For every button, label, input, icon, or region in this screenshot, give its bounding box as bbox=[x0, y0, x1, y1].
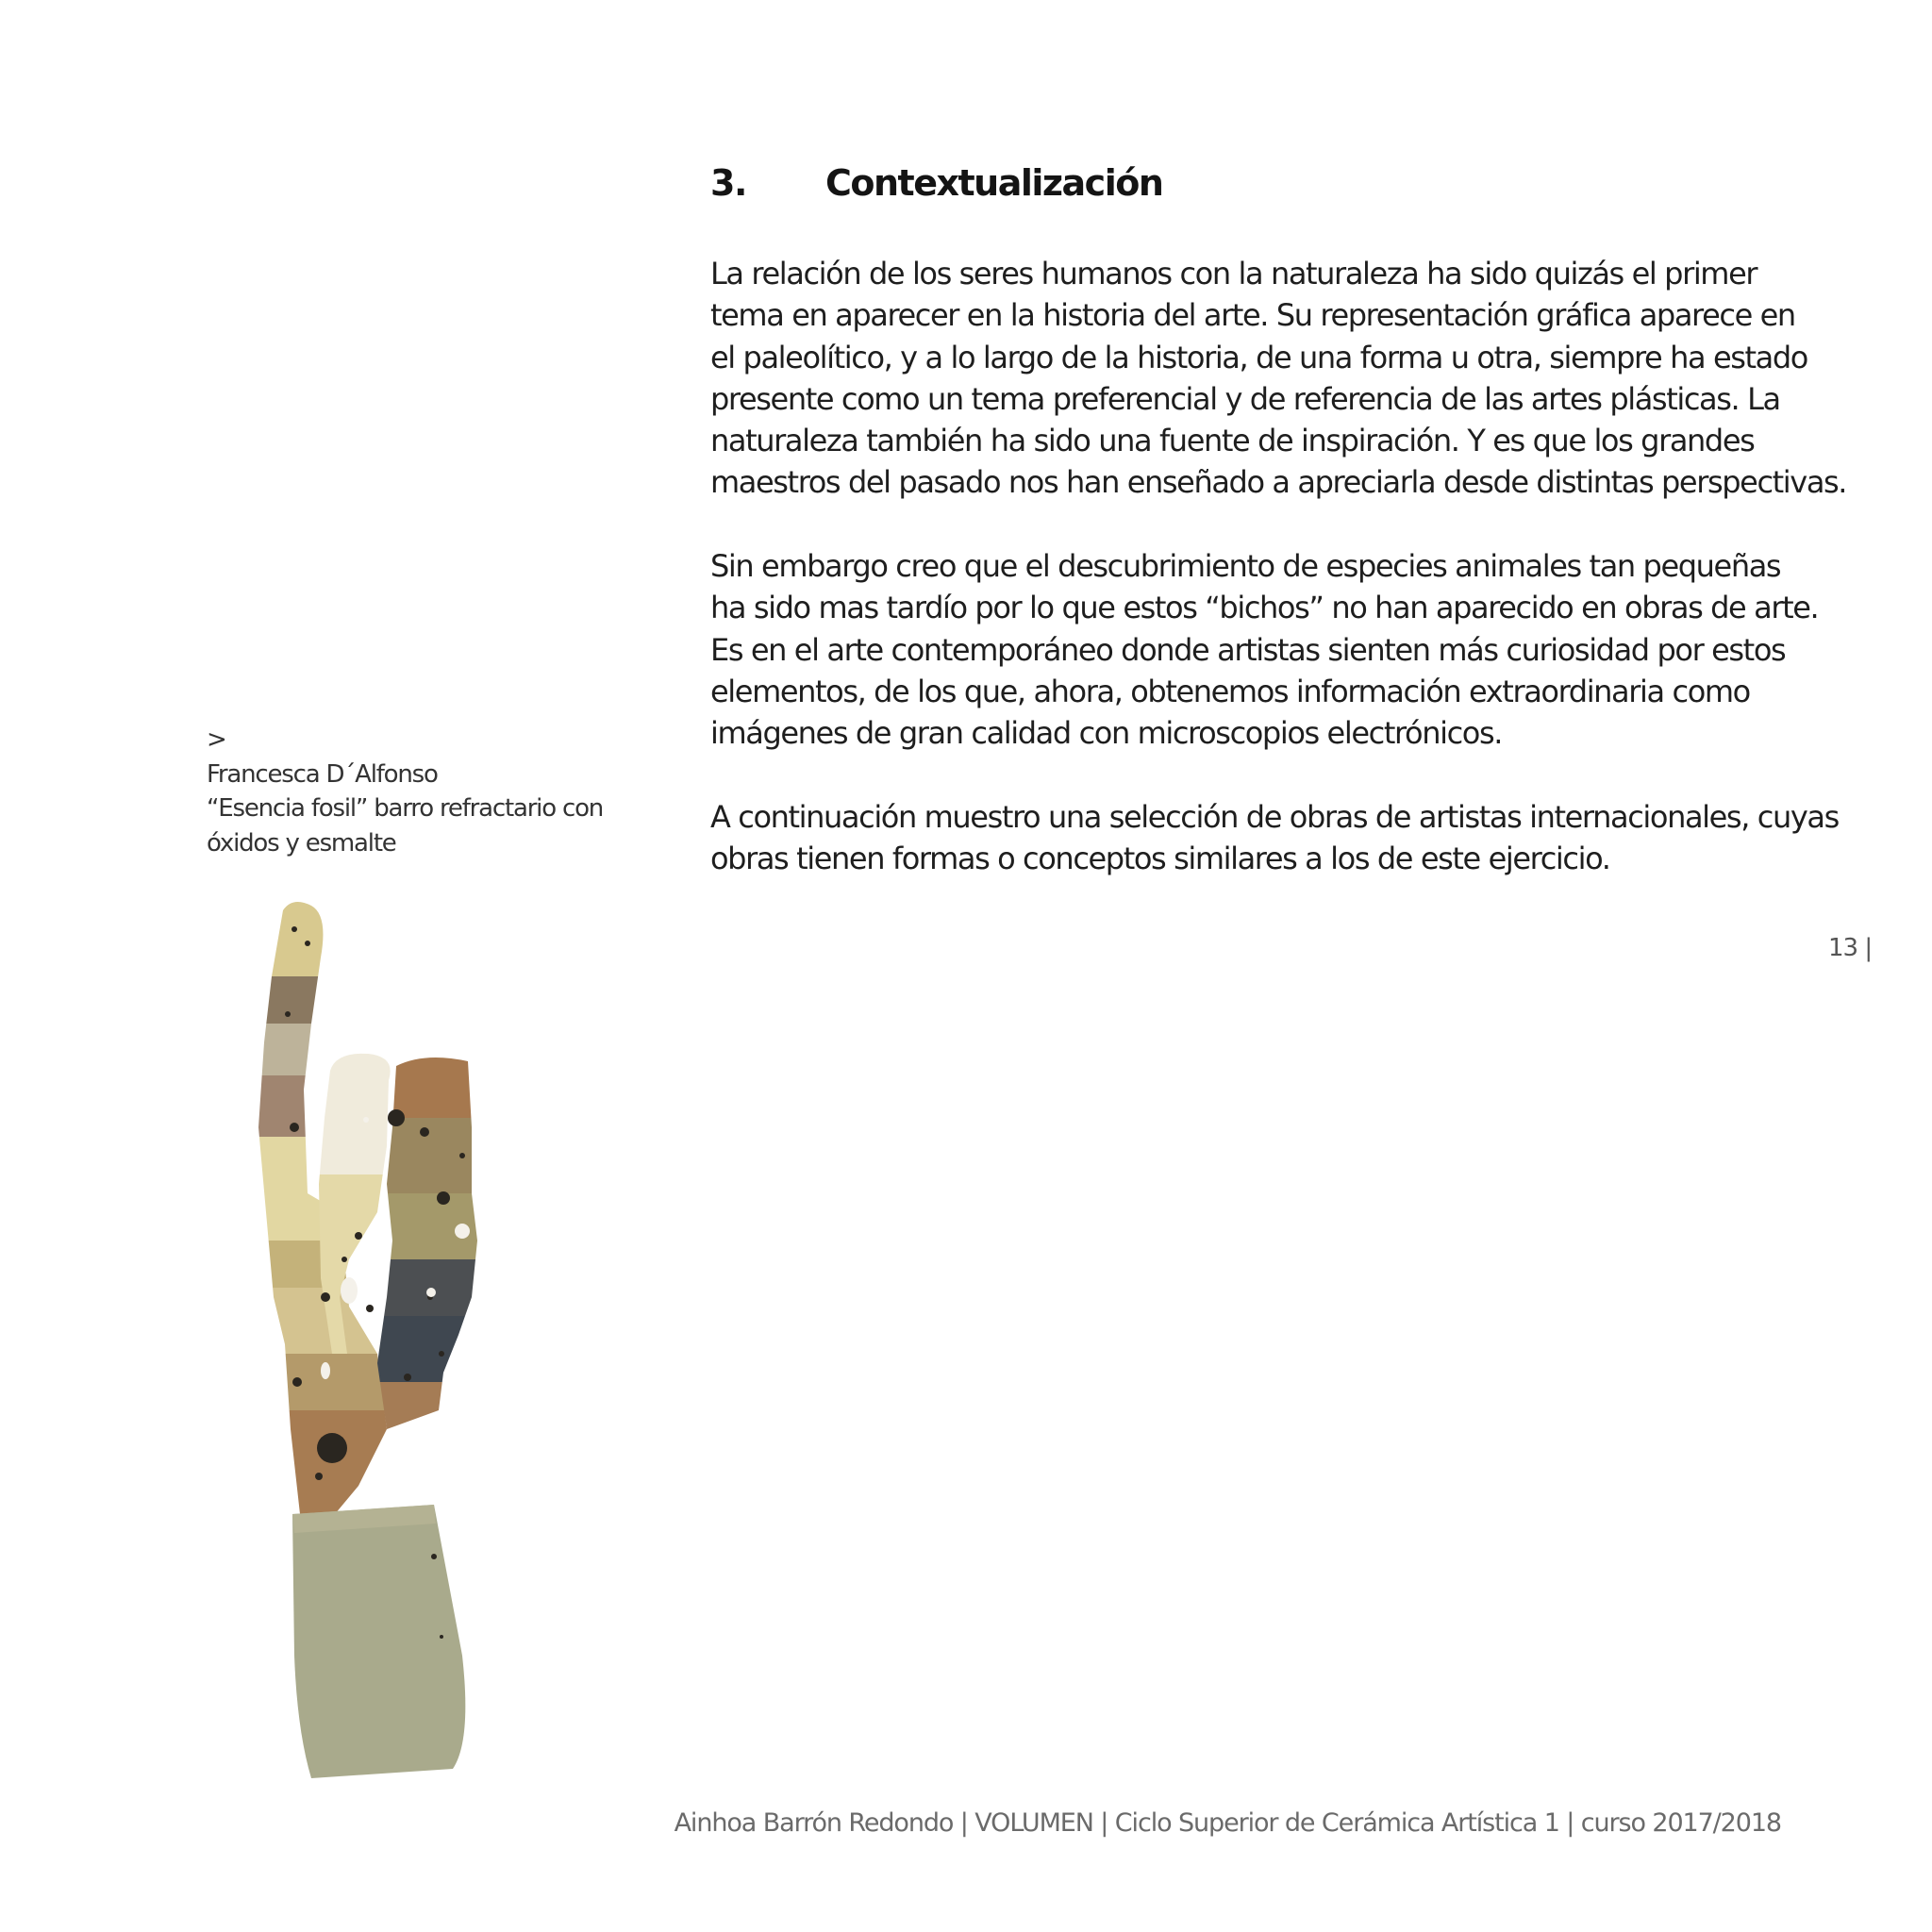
sculpture-photo bbox=[245, 901, 585, 1788]
text-line: A continuación muestro una selección de obras de artistas internacionales, cuyas bbox=[710, 798, 1839, 835]
paragraph-3 bbox=[710, 796, 1839, 880]
page-footer: Ainhoa Barrón Redondo | VOLUMEN | Ciclo Superior de Cerámica Artística 1 | curso 2017/2018 bbox=[674, 1808, 1781, 1838]
section-title: Contextualización bbox=[825, 162, 1163, 204]
text-line: elementos, de los que, ahora, obtenemos información extraordinaria como bbox=[710, 673, 1750, 709]
body-text bbox=[710, 253, 1847, 922]
text-line: maestros del pasado nos han enseñado a apreciarla desde distintas perspectivas. bbox=[710, 464, 1847, 501]
text-line: Es en el arte contemporáneo donde artistas sienten más curiosidad por estos bbox=[710, 631, 1786, 668]
paragraph-1 bbox=[710, 253, 1847, 504]
section-number: 3. bbox=[710, 162, 746, 204]
caption-title: “Esencia fosil” barro refractario con bbox=[207, 794, 604, 823]
text-line: obras tienen formas o conceptos similares a los de este ejercicio. bbox=[710, 841, 1610, 877]
text-line: presente como un tema preferencial y de referencia de las artes plásticas. La bbox=[710, 380, 1780, 417]
text-line: naturaleza también ha sido una fuente de inspiración. Y es que los grandes bbox=[710, 423, 1755, 459]
section-heading bbox=[710, 162, 1162, 204]
caption-materials: óxidos y esmalte bbox=[207, 828, 396, 858]
caption-artist: Francesca D´Alfonso bbox=[207, 759, 438, 789]
paragraph-2 bbox=[710, 545, 1819, 754]
text-line: ha sido mas tardío por lo que estos “bichos” no han aparecido en obras de arte. bbox=[710, 590, 1819, 626]
text-line: el paleolítico, y a lo largo de la historia, de una forma u otra, siempre ha estado bbox=[710, 339, 1807, 375]
caption-marker: > bbox=[207, 725, 226, 754]
text-line: tema en aparecer en la historia del arte. Su representación gráfica aparece en bbox=[710, 297, 1795, 334]
sculpture-base bbox=[292, 1505, 465, 1778]
image-caption bbox=[207, 723, 603, 860]
text-line: La relación de los seres humanos con la naturaleza ha sido quizás el primer bbox=[710, 256, 1757, 291]
text-line: Sin embargo creo que el descubrimiento de especies animales tan pequeñas bbox=[710, 548, 1781, 585]
page-number: 13 | bbox=[1828, 934, 1873, 962]
text-line: imágenes de gran calidad con microscopios electrónicos. bbox=[710, 715, 1502, 752]
